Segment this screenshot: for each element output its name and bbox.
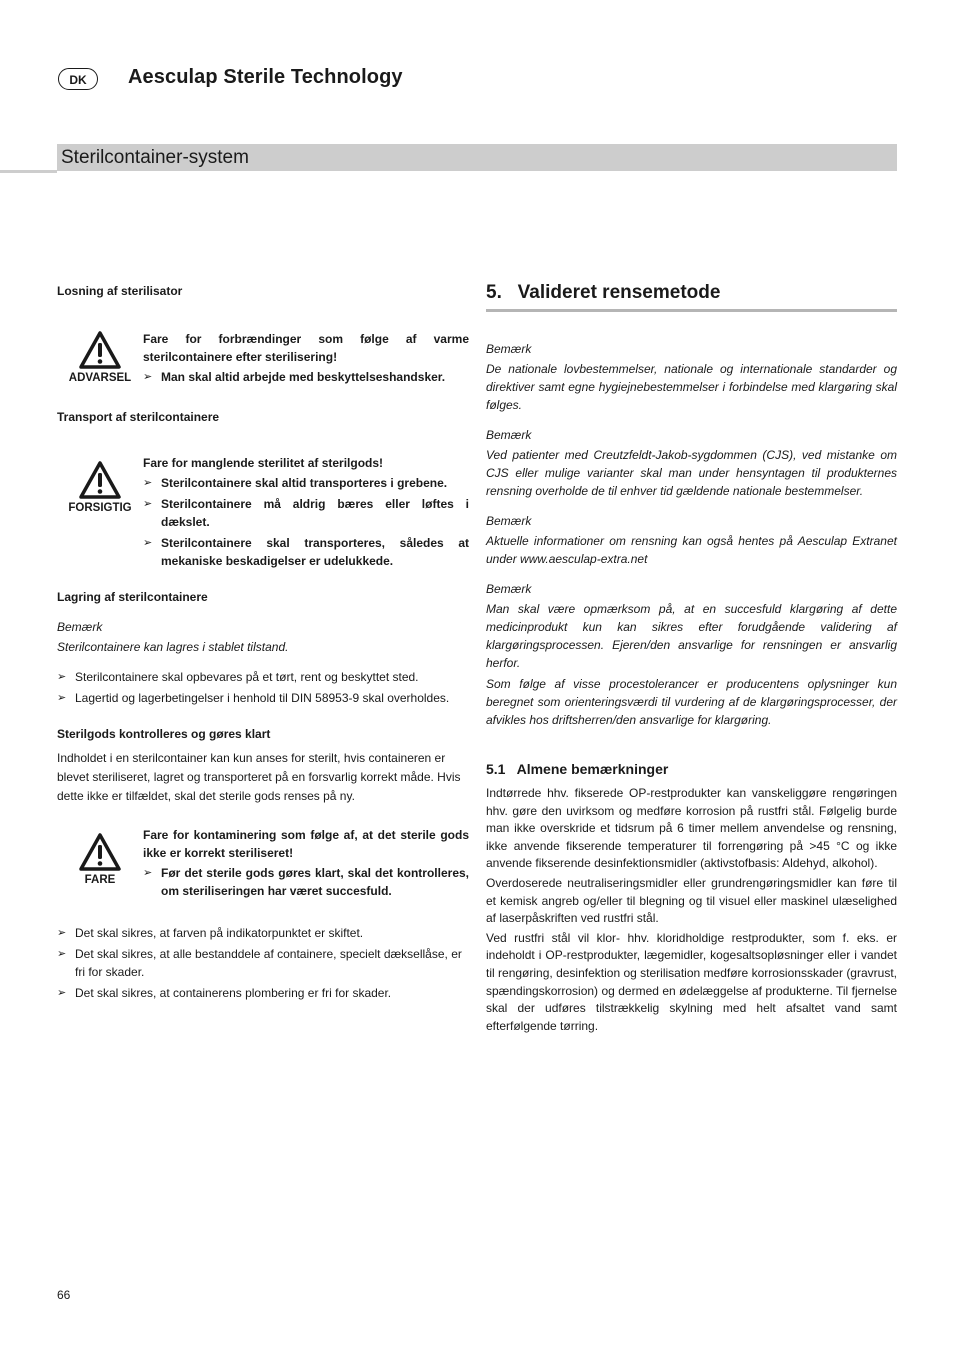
list-item: ➢ Sterilcontainere skal altid transporteres i grebene. (143, 476, 448, 490)
warning-icon-block (57, 826, 143, 900)
note-label: Bemærk (486, 428, 532, 442)
list-item: ➢ Det skal sikres, at alle bestanddele af containere, specielt dæksellåse, er fri for skader. (57, 947, 462, 979)
list-item: ➢ Det skal sikres, at containerens plombering er fri for skader. (57, 986, 392, 1000)
warning-label: FORSIGTIG (68, 502, 132, 514)
arrow-bullet-icon: ➢ (143, 537, 153, 549)
warning-icon-block (57, 454, 143, 570)
warning-triangle-icon (78, 330, 122, 370)
warning-triangle-icon (78, 460, 122, 500)
arrow-bullet-icon: ➢ (143, 867, 153, 879)
paragraph: Overdoserede neutraliseringsmidler eller grundrengøringsmidler kan føre til et kemisk angreb og/eller til blegning og til visuel eller maskinel ulæselighed af laserpåskriften ved rustfri stål. (486, 875, 897, 926)
arrow-bullet-icon: ➢ (57, 671, 67, 683)
warning-label: FARE (84, 874, 116, 886)
warning-fare (57, 826, 469, 900)
list-item: ➢ Man skal altid arbejde med beskyttelseshandsker. (143, 370, 446, 384)
list-item: ➢ Det skal sikres, at farven på indikatorpunktet er skiftet. (57, 926, 364, 940)
heading-transport: Transport af sterilcontainere (57, 410, 220, 424)
page-number: 66 (57, 1288, 71, 1302)
left-column (57, 284, 469, 1002)
list-item: ➢ Sterilcontainere må aldrig bæres eller løftes i dækslet. (143, 497, 469, 529)
arrow-bullet-icon: ➢ (57, 927, 67, 939)
heading-losning: Losning af sterilisator (57, 284, 183, 298)
paragraph: Ved rustfri stål vil klor- hhv. kloridholdige restprodukter, som f. eks. er indeholdt i OP-restprodukter, lægemidler, kogesaltsopløsninger eller i vandet til rengøring, desinfektion og sterilisation medføre korrosionsskader (gravrust, spændingskorrosion) og dermed en ødelæggelse af produkterne. Til fjernelse skal der udføres tilstrækkelig skylning med helt afsaltet vand samt efterfølgende tørring. (486, 930, 897, 1033)
list-item: ➢ Sterilcontainere skal opbevares på et tørt, rent og beskyttet sted. (57, 670, 419, 684)
arrow-bullet-icon: ➢ (57, 987, 67, 999)
warning-triangle-icon (78, 832, 122, 872)
note-label: Bemærk (486, 582, 532, 596)
right-column (486, 282, 897, 1035)
warning-text: Fare for kontaminering som følge af, at det sterile gods ikke er korrekt steriliseret! (143, 828, 469, 860)
warning-label: ADVARSEL (68, 372, 132, 384)
note-label: Bemærk (486, 514, 532, 528)
paragraph: Indtørrede hhv. fikserede OP-restprodukter kan vanskeliggøre rengøringen hhv. gøre den uvirksom og medføre korrosion på rustfri stål. Følgelig burde man ikke overskride et tidsrum på 6 timer mellem anvendelse og rensning, ikke anvende fikserende temperaturer til forrengøring på >45 °C og ikke anvende fikserende desinfektionsmidler (aktivstofbasis: Aldehyd, alkohol). (486, 786, 897, 871)
warning-forsigtig (57, 454, 469, 570)
note-text: Aktuelle informationer om rensning kan også hentes på Aesculap Extranet under www.aesculap-extra.net (486, 534, 897, 566)
note-text: Sterilcontainere kan lagres i stablet tilstand. (57, 640, 289, 654)
section-title: Sterilcontainer-system (61, 147, 249, 168)
subsection-heading: 5.1 Almene bemærkninger (486, 761, 669, 777)
note-label: Bemærk (486, 342, 532, 356)
section-bar-left-line (0, 170, 57, 173)
arrow-bullet-icon: ➢ (143, 477, 153, 489)
list-item: ➢ Før det sterile gods gøres klart, skal det kontrolleres, om steriliseringen har været succesfuld. (143, 866, 469, 898)
warning-text: Fare for forbrændinger som følge af varme sterilcontainere efter sterilisering! (143, 332, 469, 364)
note-text: Man skal være opmærksom på, at en succesfuld klargøring af dette medicinprodukt kun kan sikres efter forudgående validering af klargøringsprocessen. Ejeren/den ansvarlige for rensningen er ansvarlig herfor. (486, 602, 897, 670)
note-label: Bemærk (57, 620, 103, 634)
document-title: Aesculap Sterile Technology (128, 66, 403, 88)
sterilgods-paragraph: Indholdet i en sterilcontainer kan kun anses for sterilt, hvis containeren er blevet steriliseret, lagret og transporteret på en forsvarlig korrekt måde. Hvis dette ikke er tilfældet, skal det sterile gods renses på ny. (57, 751, 461, 803)
arrow-bullet-icon: ➢ (57, 948, 67, 960)
warning-advarsel (57, 330, 469, 386)
warning-icon-block (57, 330, 143, 386)
list-item: ➢ Sterilcontainere skal transporteres, således at mekaniske beskadigelser er udelukkede. (143, 536, 469, 568)
chapter-heading: 5. Valideret rensemetode (486, 282, 897, 312)
arrow-bullet-icon: ➢ (143, 498, 153, 510)
warning-text: Fare for manglende sterilitet af sterilgods! (143, 456, 384, 470)
arrow-bullet-icon: ➢ (143, 371, 153, 383)
list-item: ➢ Lagertid og lagerbetingelser i henhold til DIN 58953-9 skal overholdes. (57, 691, 450, 705)
language-badge: DK (58, 68, 98, 90)
arrow-bullet-icon: ➢ (57, 692, 67, 704)
note-text: Ved patienter med Creutzfeldt-Jakob-sygdommen (CJS), ved mistanke om CJS eller mulige varianter skal man under hensyntagen til produkternes rensning overholde de til enhver tid gældende nationale bestemmelser. (486, 448, 897, 498)
heading-sterilgods: Sterilgods kontrolleres og gøres klart (57, 727, 271, 741)
heading-lagring: Lagring af sterilcontainere (57, 590, 208, 604)
note-text: De nationale lovbestemmelser, nationale og internationale standarder og direktiver samt egne hygiejnebestemmelser i forbindelse med klargøring skal følges. (486, 362, 897, 412)
note-text: Som følge af visse procestolerancer er producentens oplysninger kun beregnet som orienteringsværdi til vurdering af de klargøringsprocesser, der afvikles hos driftsherren/den ansvarlige for klargøring. (486, 677, 897, 727)
